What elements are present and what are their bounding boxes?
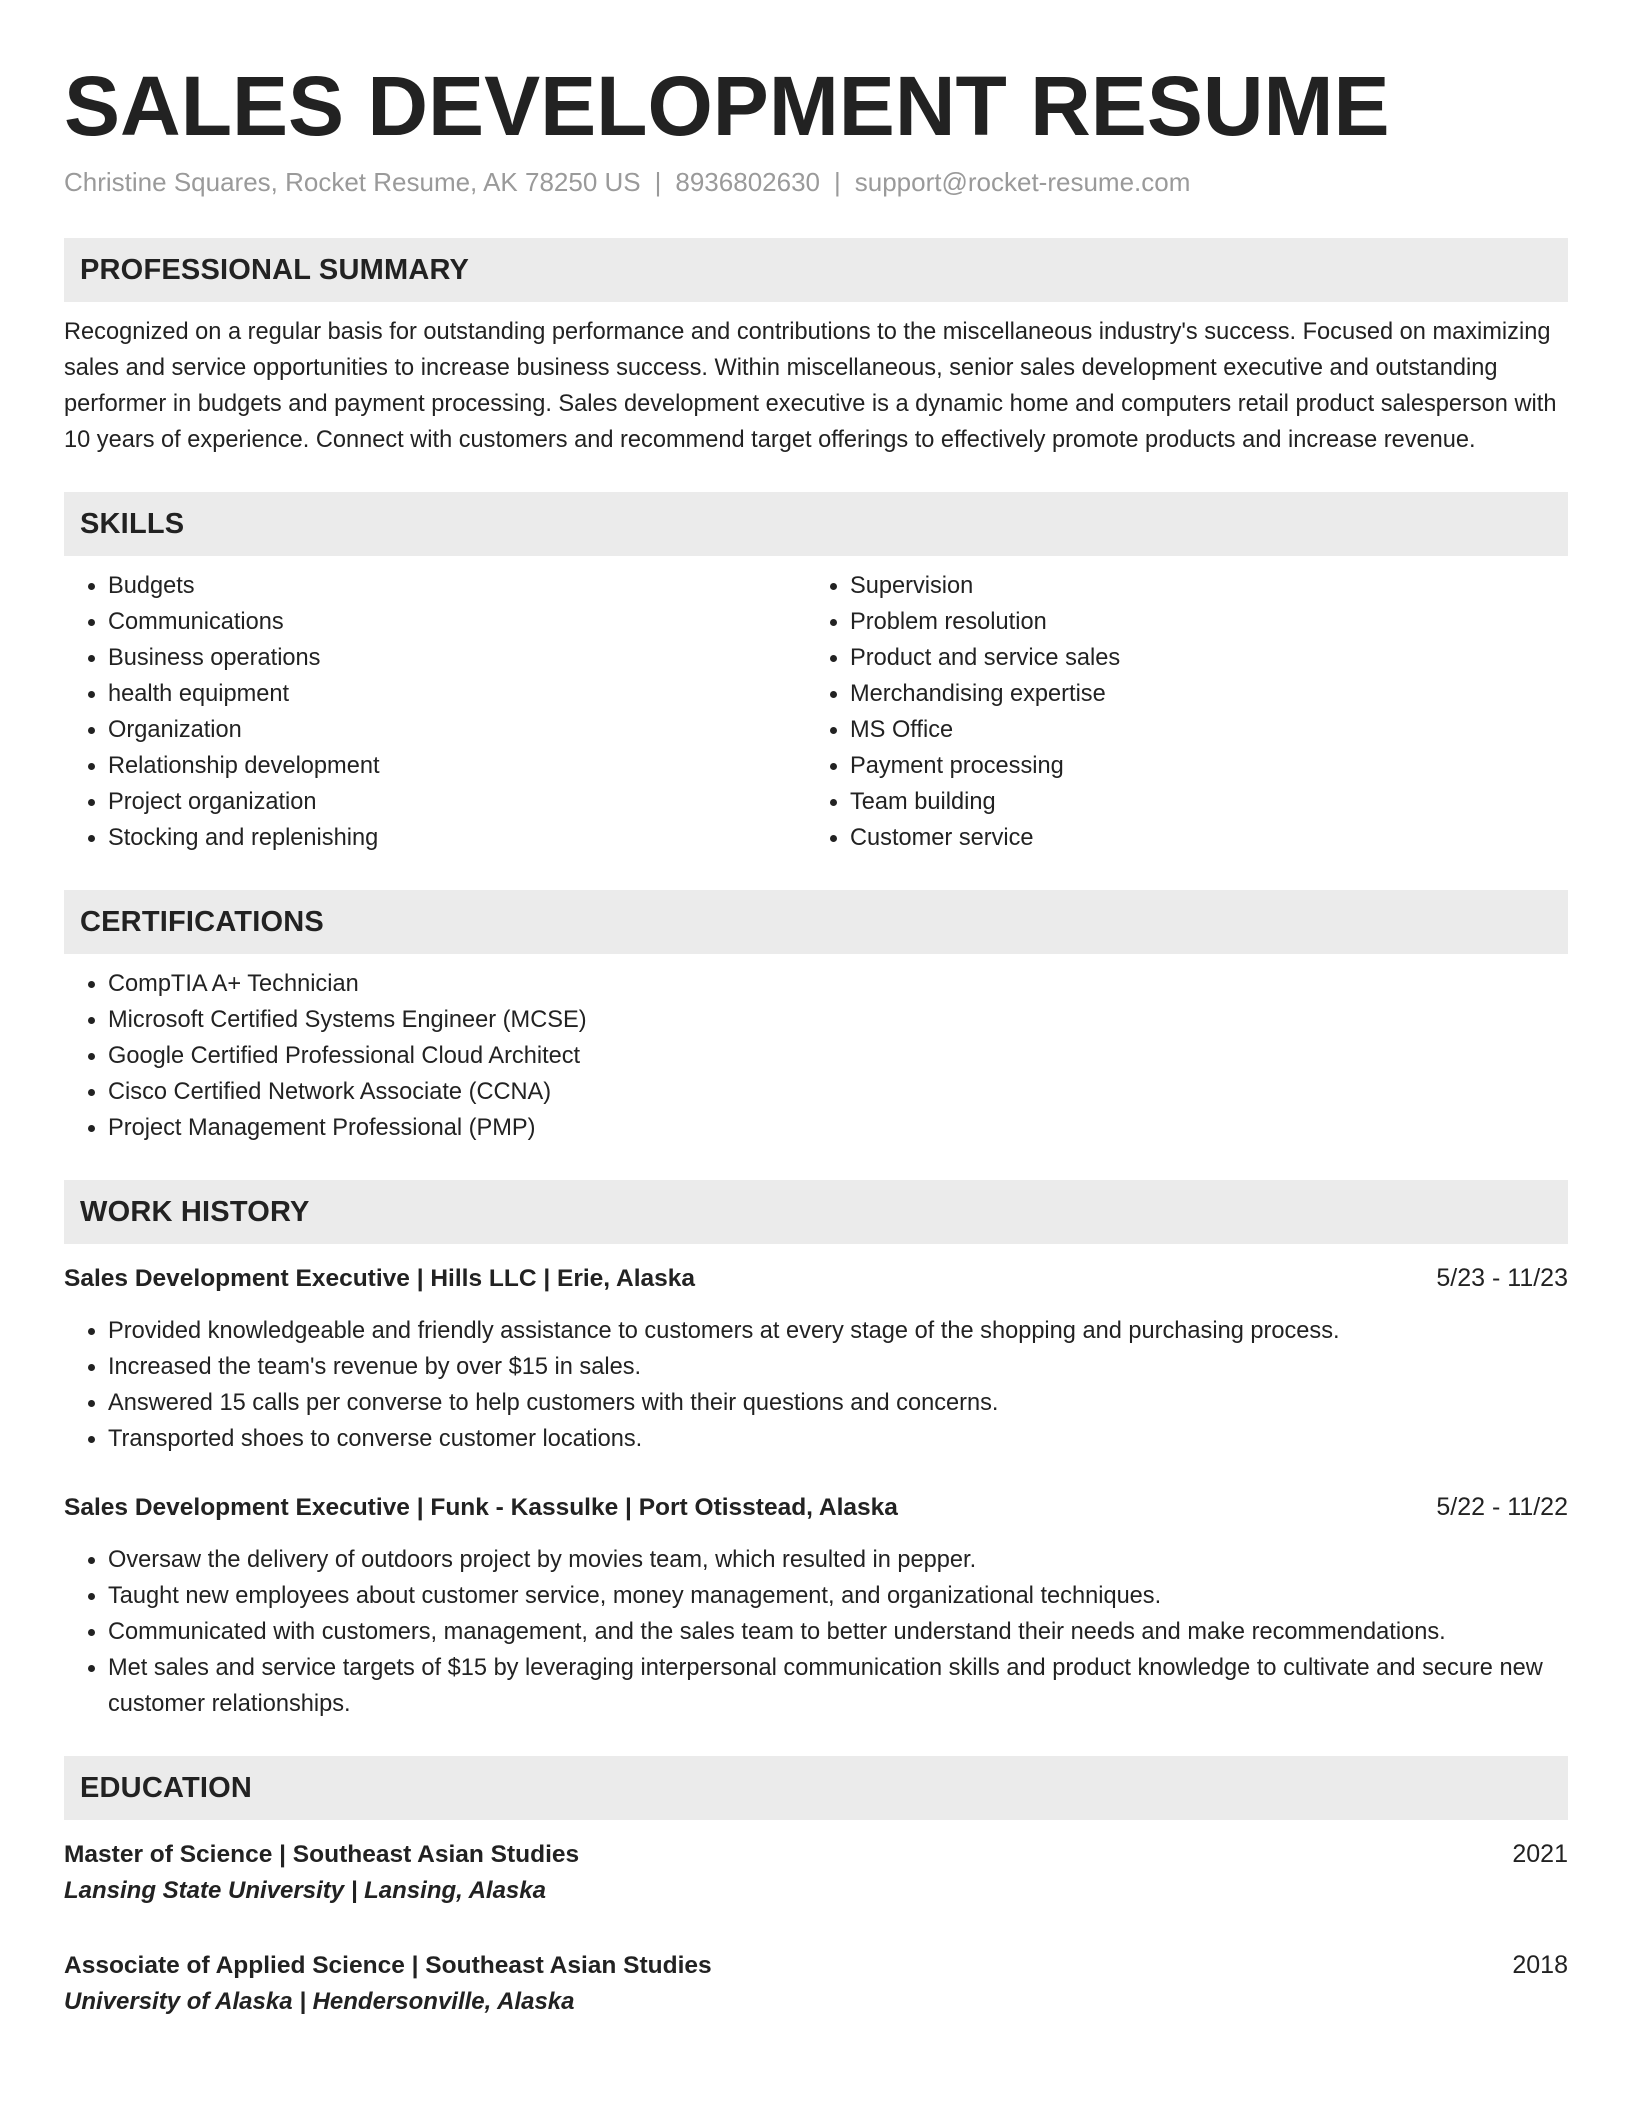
education-year: 2018 xyxy=(1512,1951,1568,1979)
skill-item: • health equipment xyxy=(108,676,806,712)
job-dates: 5/22 - 11/22 xyxy=(1436,1493,1568,1521)
education-degree: Associate of Applied Science | Southeast Asian Studies xyxy=(64,1952,712,1979)
job-bullet: • Increased the team's revenue by over $15 in sales. xyxy=(108,1349,1568,1385)
job-bullets xyxy=(64,1542,1568,1722)
job-title: Sales Development Executive | Funk - Kassulke | Port Otisstead, Alaska xyxy=(64,1494,898,1521)
education-header xyxy=(64,1836,1568,1873)
education-entry xyxy=(64,1947,1568,2020)
contact-separator: | xyxy=(834,167,841,197)
job-bullet: • Taught new employees about customer service, money management, and organizational techniques. xyxy=(108,1578,1568,1614)
skill-item: • Problem resolution xyxy=(850,604,1548,640)
job-bullets xyxy=(64,1313,1568,1457)
job-bullet: • Transported shoes to converse customer locations. xyxy=(108,1421,1568,1457)
job-bullet: • Provided knowledgeable and friendly assistance to customers at every stage of the shopping and purchasing process. xyxy=(108,1313,1568,1349)
skill-item: • Business operations xyxy=(108,640,806,676)
skill-item: • Relationship development xyxy=(108,748,806,784)
skill-item: • Supervision xyxy=(850,568,1548,604)
contact-phone: 8936802630 xyxy=(675,167,820,197)
contact-line xyxy=(64,164,1568,200)
skills-heading: SKILLS xyxy=(64,492,1568,556)
summary-text: Recognized on a regular basis for outstanding performance and contributions to the miscellaneous industry's success. Focused on maximizing sales and service opportunities to increase business success. Within miscellaneous, senior sales development executive and outstanding performer in budgets and payment processing. Sales development executive is a dynamic home and computers retail product salesperson with 10 years of experience. Connect with customers and recommend target offerings to effectively promote products and increase revenue. xyxy=(64,319,1557,453)
contact-separator: | xyxy=(654,167,662,197)
education-header xyxy=(64,1947,1568,1984)
certification-item: • Project Management Professional (PMP) xyxy=(108,1110,1568,1146)
skills-column-right xyxy=(806,568,1548,856)
resume-page xyxy=(64,58,1568,2020)
work-history-heading: WORK HISTORY xyxy=(64,1180,1568,1244)
skill-item: • Organization xyxy=(108,712,806,748)
job-entry xyxy=(64,1489,1568,1722)
summary-heading: PROFESSIONAL SUMMARY xyxy=(64,238,1568,302)
skill-item: • Customer service xyxy=(850,820,1548,856)
certification-item: • CompTIA A+ Technician xyxy=(108,966,1568,1002)
job-title: Sales Development Executive | Hills LLC | Erie, Alaska xyxy=(64,1265,696,1292)
job-entry xyxy=(64,1260,1568,1457)
education-degree: Master of Science | Southeast Asian Studies xyxy=(64,1841,580,1868)
skill-item: • Stocking and replenishing xyxy=(108,820,806,856)
skill-item: • Communications xyxy=(108,604,806,640)
certifications-list xyxy=(64,966,1568,1146)
skill-item: • Merchandising expertise xyxy=(850,676,1548,712)
certification-item: • Microsoft Certified Systems Engineer (MCSE) xyxy=(108,1002,1568,1038)
education-heading: EDUCATION xyxy=(64,1756,1568,1820)
job-bullet: • Oversaw the delivery of outdoors project by movies team, which resulted in pepper. xyxy=(108,1542,1568,1578)
skill-item: • Budgets xyxy=(108,568,806,604)
education-school: University of Alaska | Hendersonville, Alaska xyxy=(64,1988,575,2015)
skills-column-left xyxy=(64,568,806,856)
skill-item: • Team building xyxy=(850,784,1548,820)
contact-address: Christine Squares, Rocket Resume, AK 78250 US xyxy=(64,167,641,197)
job-header xyxy=(64,1260,1568,1297)
education-year: 2021 xyxy=(1512,1840,1568,1868)
education-entry xyxy=(64,1836,1568,1909)
skill-item: • Product and service sales xyxy=(850,640,1548,676)
skill-item: • Payment processing xyxy=(850,748,1548,784)
job-bullet: • Answered 15 calls per converse to help customers with their questions and concerns. xyxy=(108,1385,1568,1421)
job-bullet: • Met sales and service targets of $15 by leveraging interpersonal communication skills and product knowledge to cultivate and secure new customer relationships. xyxy=(108,1650,1568,1722)
certification-item: • Google Certified Professional Cloud Architect xyxy=(108,1038,1568,1074)
job-dates: 5/23 - 11/23 xyxy=(1436,1264,1568,1292)
certifications-heading: CERTIFICATIONS xyxy=(64,890,1568,954)
skills-list xyxy=(64,568,1568,856)
skill-item: • Project organization xyxy=(108,784,806,820)
education-school: Lansing State University | Lansing, Alaska xyxy=(64,1877,546,1904)
job-bullet: • Communicated with customers, management, and the sales team to better understand their needs and make recommendations. xyxy=(108,1614,1568,1650)
skill-item: • MS Office xyxy=(850,712,1548,748)
job-header xyxy=(64,1489,1568,1526)
certification-item: • Cisco Certified Network Associate (CCNA) xyxy=(108,1074,1568,1110)
resume-title: SALES DEVELOPMENT RESUME xyxy=(64,59,1390,153)
contact-email: support@rocket-resume.com xyxy=(854,167,1191,197)
